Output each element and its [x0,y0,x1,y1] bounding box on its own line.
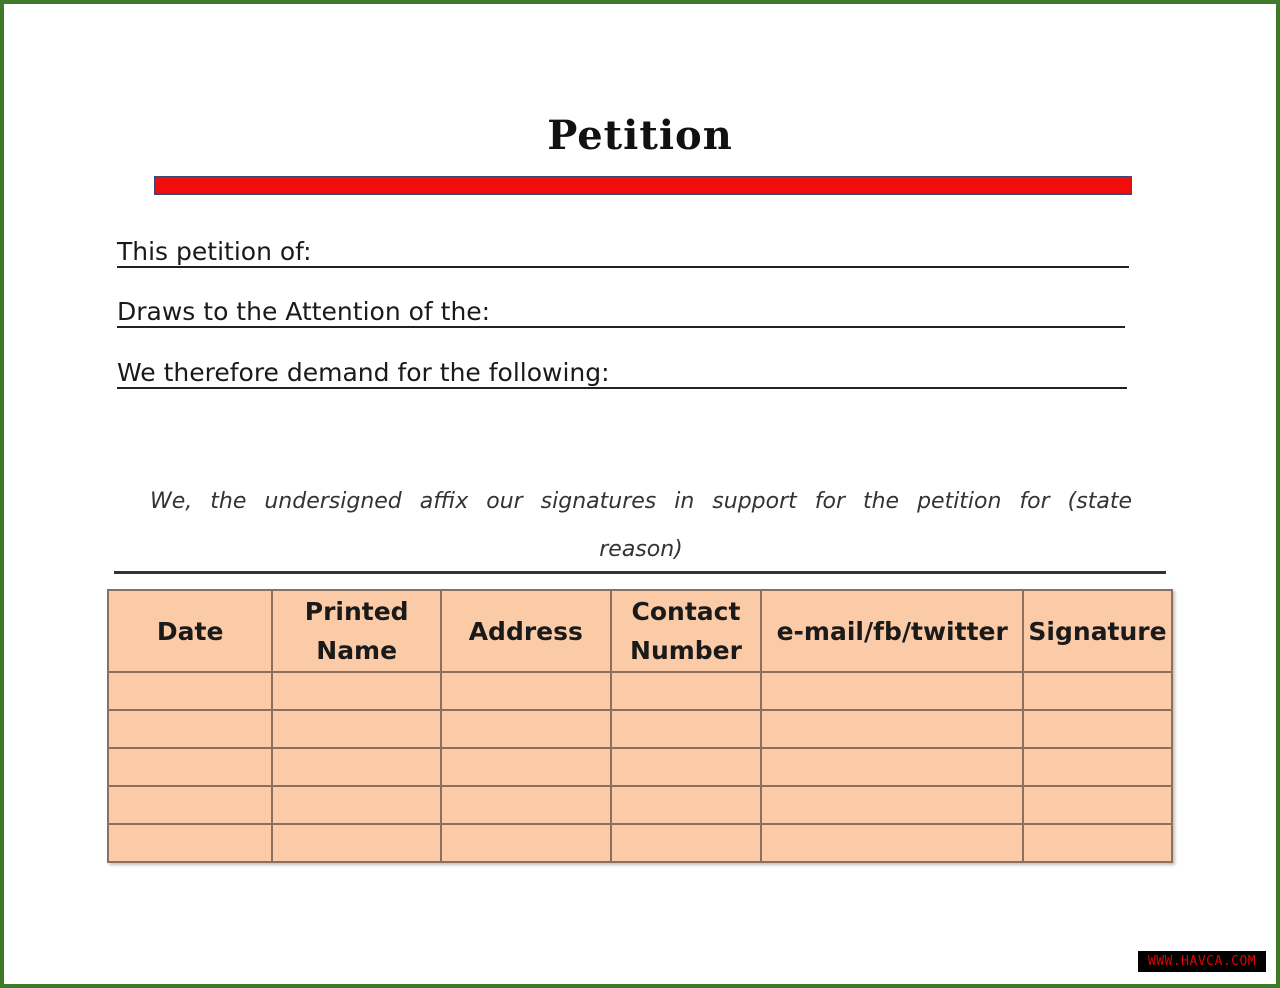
petition-of-label: This petition of: [117,237,312,266]
column-header-signature: Signature [1023,590,1172,672]
table-cell [611,710,762,748]
column-header-printed-name: Printed Name [272,590,441,672]
watermark-label: WWW.HAVCA.COM [1138,951,1266,972]
table-cell [108,824,272,862]
attention-of-field [117,294,1125,328]
table-cell [1023,824,1172,862]
table-cell [611,824,762,862]
table-row [108,786,1172,824]
table-cell [441,672,611,710]
demand-field [117,355,1127,389]
table-cell [272,748,441,786]
petition-of-field [117,234,1129,268]
attention-of-label: Draws to the Attention of the: [117,297,491,326]
support-statement: We, the undersigned affix our signatures in support for the petition for (state reason) [150,489,1132,562]
table-cell [272,710,441,748]
table-cell [108,786,272,824]
demand-label: We therefore demand for the following: [117,358,610,387]
table-cell [108,710,272,748]
table-cell [1023,672,1172,710]
table-cell [108,672,272,710]
column-header-contact-number: Contact Number [611,590,762,672]
demand-line [117,387,1127,389]
column-header-email-fb-twitter: e-mail/fb/twitter [761,590,1023,672]
table-cell [441,786,611,824]
attention-of-line [117,326,1125,328]
table-cell [611,748,762,786]
table-header-row [108,590,1172,672]
table-row [108,672,1172,710]
table-cell [272,672,441,710]
table-cell [441,748,611,786]
table-cell [441,710,611,748]
table-cell [761,748,1023,786]
column-header-date: Date [108,590,272,672]
table-cell [611,786,762,824]
signature-table [107,589,1173,863]
title-divider-bar [154,176,1132,195]
table-cell [272,824,441,862]
table-cell [1023,786,1172,824]
table-row [108,710,1172,748]
table-cell [108,748,272,786]
page-title: Petition [547,112,733,159]
table-cell [1023,748,1172,786]
petition-of-line [117,266,1129,268]
column-header-address: Address [441,590,611,672]
table-cell [272,786,441,824]
statement-divider [114,571,1166,574]
table-cell [1023,710,1172,748]
table-row [108,748,1172,786]
table-cell [761,824,1023,862]
table-cell [611,672,762,710]
table-cell [761,710,1023,748]
table-row [108,824,1172,862]
table-cell [761,786,1023,824]
table-cell [761,672,1023,710]
table-cell [441,824,611,862]
